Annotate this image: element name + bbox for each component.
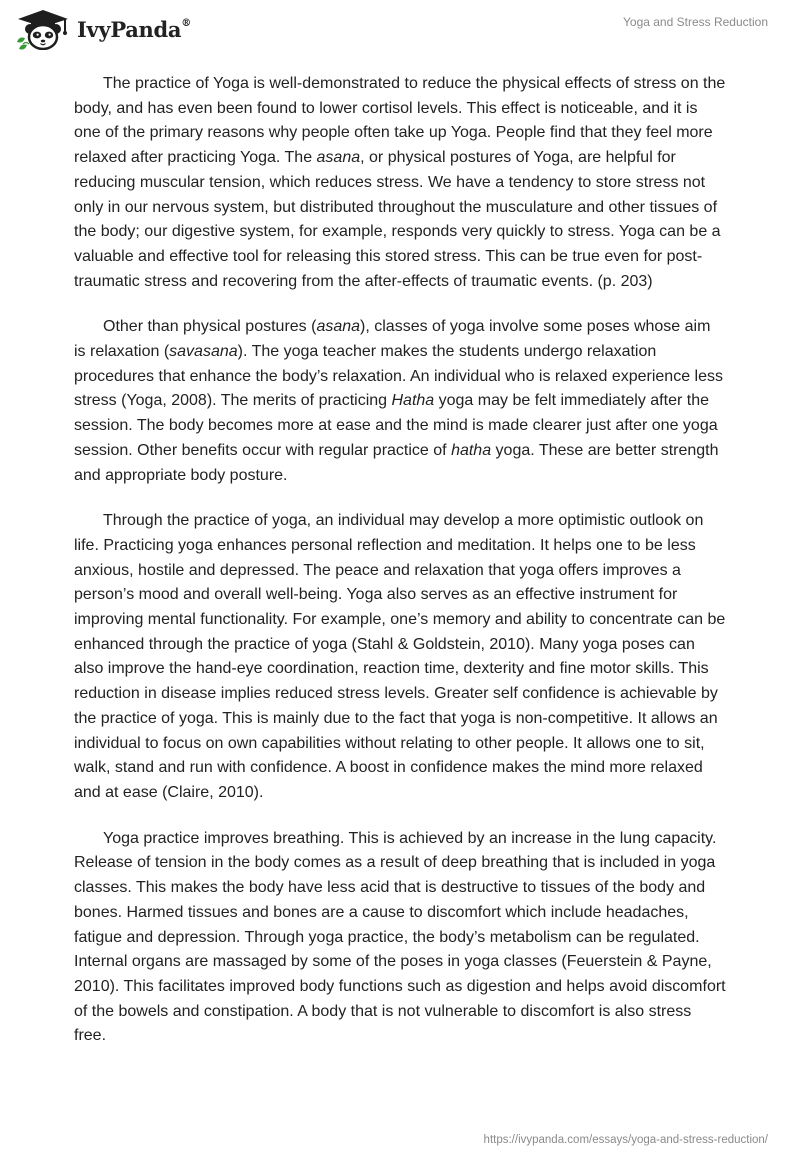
paragraph-2: Other than physical postures (asana), classes of yoga involve some poses whose aim is relaxation (savasana). The yoga teacher makes the students undergo relaxation procedures that enhance the body’s relaxation. An individual who is relaxed experience less stress (Yoga, 2008). The merits of practicing Hatha yoga may be felt immediately after the session. The body becomes more at ease and the mind is made clearer just after one yoga session. Other benefits occur with regular practice of hatha yoga. These are better strength and appropriate body posture.: [74, 318, 723, 484]
ivypanda-logo[interactable]: [14, 8, 191, 50]
panda-graduation-cap-icon: [14, 8, 72, 50]
brand-name: IvyPanda®: [77, 16, 191, 42]
paragraph-1: The practice of Yoga is well-demonstrated to reduce the physical effects of stress on the body, and has even been found to lower cortisol levels. This effect is noticeable, and it is one of the primary reasons why people often take up Yoga. People find that they feel more relaxed after practicing Yoga. The asana, or physical postures of Yoga, are helpful for reducing muscular tension, which reduces stress. We have a tendency to store stress not only in our nervous system, but distributed throughout the musculature and other tissues of the body; our digestive system, for example, responds very quickly to stress. Yoga can be a valuable and effective tool for releasing this stored stress. This can be true even for post-traumatic stress and recovering from the after-effects of traumatic events. (p. 203): [74, 75, 726, 290]
essay-body: [74, 72, 726, 1070]
page-header: [0, 0, 800, 60]
paragraph-4: Yoga practice improves breathing. This is achieved by an increase in the lung capacity. Release of tension in the body comes as a result of deep breathing that is included in yoga classes. This makes the body have less acid that is destructive to tissues of the body and bones. Harmed tissues and bones are a cause to discomfort which include headaches, fatigue and depression. Through yoga practice, the body’s metabolism can be regulated. Internal organs are massaged by some of the poses in yoga classes (Feuerstein & Payne, 2010). This facilitates improved body functions such as digestion and helps avoid discomfort of the bowels and constipation. A body that is not vulnerable to discomfort is also stress free.: [74, 829, 726, 1045]
document-title: Yoga and Stress Reduction: [623, 15, 768, 29]
source-url[interactable]: https://ivypanda.com/essays/yoga-and-stress-reduction/: [483, 1134, 768, 1146]
paragraph-3: Through the practice of yoga, an individual may develop a more optimistic outlook on life. Practicing yoga enhances personal reflection and meditation. It helps one to be less anxious, hostile and depressed. The peace and relaxation that yoga offers improves a person’s mood and overall well-being. Yoga also serves as an effective instrument for improving mental functionality. For example, one’s memory and ability to concentrate can be enhanced through the practice of yoga (Stahl & Goldstein, 2010). Many yoga poses can also improve the hand-eye coordination, reaction time, dexterity and fine motor skills. This reduction in disease implies reduced stress levels. Greater self confidence is achievable by the practice of yoga. This is mainly due to the fact that yoga is non-competitive. It allows an individual to focus on own capabilities without relating to other people. It allows one to sit, walk, stand and run with confidence. A boost in confidence makes the mind more relaxed and at ease (Claire, 2010).: [74, 512, 726, 801]
